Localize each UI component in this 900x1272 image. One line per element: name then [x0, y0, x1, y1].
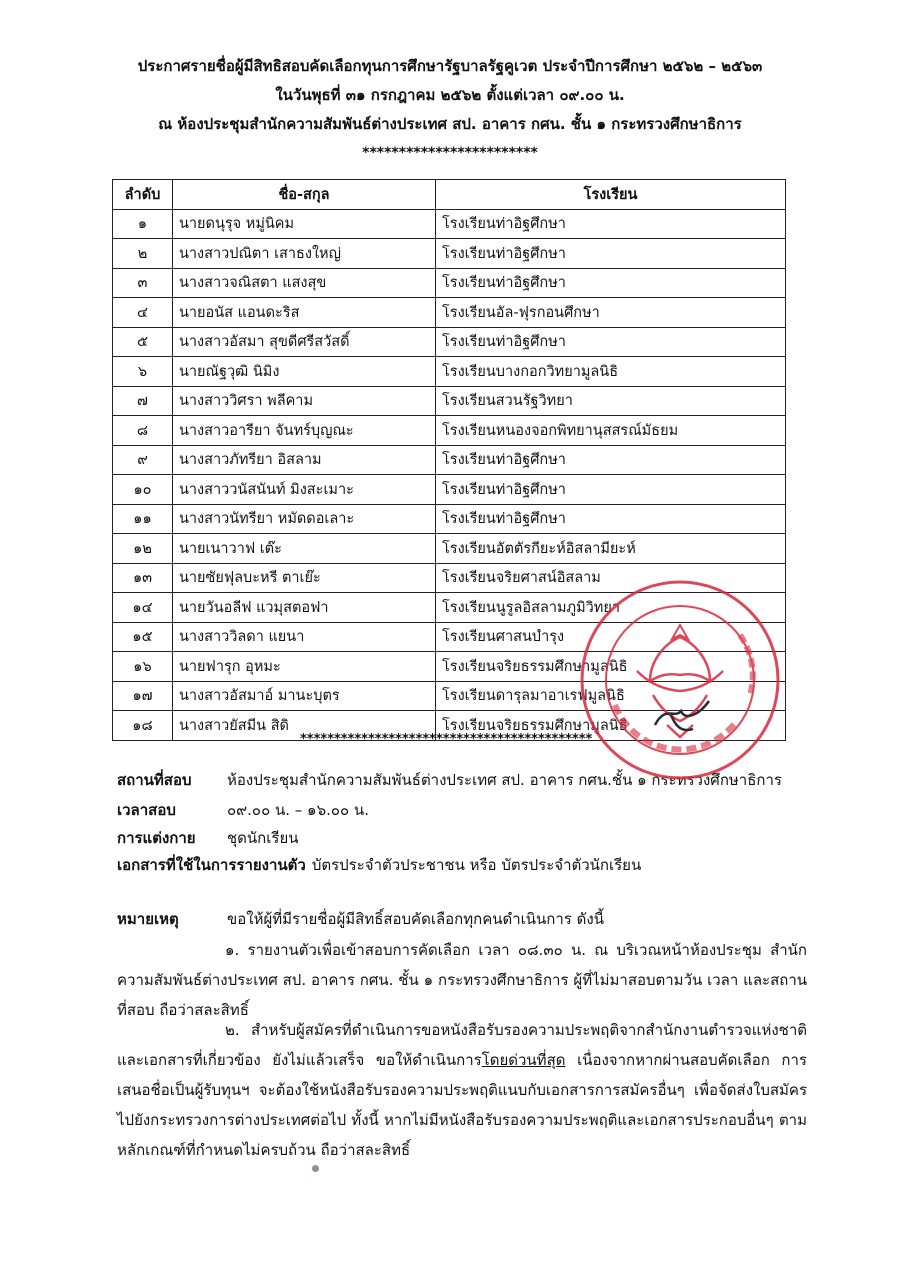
exam-place-value: ห้องประชุมสำนักความสัมพันธ์ต่างประเทศ สป. อาคาร กศน.ชั้น ๑ กระทรวงศึกษาธิการ [227, 771, 782, 789]
row-order: ๑๔ [113, 593, 173, 623]
row-order: ๒ [113, 239, 173, 269]
row-school: โรงเรียนอัล-ฟุรกอนศึกษา [436, 298, 786, 328]
row-order: ๑๘ [113, 711, 173, 741]
table-row [113, 534, 786, 564]
scan-speck [312, 1165, 319, 1172]
dress-label: การแต่งกาย [117, 829, 196, 847]
table-row [113, 268, 786, 298]
document-header [0, 52, 900, 139]
table-row [113, 445, 786, 475]
documents-value: บัตรประจำตัวประชาชน หรือ บัตรประจำตัวนักเรียน [311, 856, 642, 874]
separator-stars-top: ************************ [362, 145, 538, 161]
row-school: โรงเรียนศาสนบำรุง [436, 622, 786, 652]
row-order: ๑ [113, 209, 173, 239]
remark-intro-text: ขอให้ผู้ที่มีรายชื่อผู้มีสิทธิ์สอบคัดเลือกทุกคนดำเนินการ ดังนี้ [227, 910, 604, 928]
exam-place-label: สถานที่สอบ [117, 771, 192, 789]
row-school: โรงเรียนท่าอิฐศึกษา [436, 445, 786, 475]
row-school: โรงเรียนท่าอิฐศึกษา [436, 327, 786, 357]
header-school: โรงเรียน [436, 180, 786, 210]
row-order: ๓ [113, 268, 173, 298]
row-school: โรงเรียนบางกอกวิทยามูลนิธิ [436, 357, 786, 387]
row-order: ๘ [113, 416, 173, 446]
row-school: โรงเรียนนูรูลอิสลามภูมิวิทยา [436, 593, 786, 623]
remark-intro [117, 905, 807, 934]
row-school: โรงเรียนท่าอิฐศึกษา [436, 268, 786, 298]
row-name: นายฟารุก อุหมะ [173, 652, 436, 682]
separator-stars-bottom: ******************************************* [300, 732, 593, 747]
remark-item-2-text-b: เนื่องจากหากผ่านสอบคัดเลือก การเสนอชื่อเป็นผู้รับทุนฯ จะต้องใช้หนังสือรับรองความประพฤติแนบกับเอกสารการสมัครอื่นๆ เพื่อจัดส่งใบสมัครไปยังกระทรวงการต่างประเทศต่อไป ทั้งนี้ หากไม่มีหนังสือรับรองความประพฤติและเอกสารประกอบอื่นๆ ตามหลักเกณฑ์ที่กำหนดไม่ครบถ้วน ถือว่าสละสิทธิ์ [117, 1051, 807, 1159]
exam-time-value: ๐๙.๐๐ น. – ๑๖.๐๐ น. [227, 801, 369, 819]
official-seal-stamp [575, 575, 785, 785]
row-school: โรงเรียนจริยธรรมศึกษามูลนิธิ [436, 711, 786, 741]
row-name: นางสาวยัสมีน สิดิ [173, 711, 436, 741]
table-row [113, 357, 786, 387]
row-order: ๖ [113, 357, 173, 387]
dress-value: ชุดนักเรียน [227, 829, 299, 847]
remark-label: หมายเหตุ [117, 910, 179, 928]
remark-item-2 [117, 1015, 807, 1165]
row-name: นายเนาวาฟ เต๊ะ [173, 534, 436, 564]
row-school: โรงเรียนสวนรัฐวิทยา [436, 386, 786, 416]
table-row [113, 475, 786, 505]
row-school: โรงเรียนท่าอิฐศึกษา [436, 209, 786, 239]
row-school: โรงเรียนอัตตัรกียะห์อิสลามียะห์ [436, 534, 786, 564]
remark-item-1 [117, 935, 807, 1025]
row-name: นางสาววิลดา แยนา [173, 622, 436, 652]
table-row [113, 327, 786, 357]
seal-inner-ring [606, 606, 754, 754]
row-name: นายดนุรุจ หมู่นิคม [173, 209, 436, 239]
row-order: ๑๗ [113, 681, 173, 711]
row-order: ๑๒ [113, 534, 173, 564]
row-order: ๗ [113, 386, 173, 416]
row-order: ๑๐ [113, 475, 173, 505]
remark-item-1-text: ๑. รายงานตัวเพื่อเข้าสอบการคัดเลือก เวลา ๐๘.๓๐ น. ณ บริเวณหน้าห้องประชุม สำนักความสัมพันธ์ต่างประเทศ สป. อาคาร กศน. ชั้น ๑ กระทรวงศึกษาธิการ ผู้ที่ไม่มาสอบตามวัน เวลา และสถานที่สอบ ถือว่าสละสิทธิ์ [117, 941, 807, 1019]
row-name: นางสาววนัสนันท์ มิงสะเมาะ [173, 475, 436, 505]
row-school: โรงเรียนจริยศาสน์อิสลาม [436, 563, 786, 593]
row-name: นางสาววิศรา พลีคาม [173, 386, 436, 416]
row-name: นายซัยฟุลบะหรี ตาเย๊ะ [173, 563, 436, 593]
table-header-row [113, 180, 786, 210]
header-title: ประกาศรายชื่อผู้มีสิทธิสอบคัดเลือกทุนการศึกษารัฐบาลรัฐคูเวต ประจำปีการศึกษา ๒๕๖๒ – ๒๕๖๓ [137, 57, 763, 75]
documents-row [117, 853, 641, 877]
row-school: โรงเรียนท่าอิฐศึกษา [436, 475, 786, 505]
row-order: ๑๖ [113, 652, 173, 682]
documents-label: เอกสารที่ใช้ในการรายงานตัว [117, 856, 306, 874]
row-order: ๑๕ [113, 622, 173, 652]
row-name: นางสาวอัสมาอ์ มานะบุตร [173, 681, 436, 711]
remark-item-2-emphasis: โดยด่วนที่สุด [481, 1051, 566, 1069]
row-name: นางสาวจณิสตา แสงสุข [173, 268, 436, 298]
header-venue: ณ ห้องประชุมสำนักความสัมพันธ์ต่างประเทศ สป. อาคาร กศน. ชั้น ๑ กระทรวงศึกษาธิการ [158, 115, 742, 133]
table-row [113, 239, 786, 269]
row-school: โรงเรียนจริยธรรมศึกษามูลนิธิ [436, 652, 786, 682]
row-order: ๙ [113, 445, 173, 475]
table-row [113, 209, 786, 239]
remark-item-2-text-a: ๒. สำหรับผู้สมัครที่ดำเนินการขอหนังสือรับรองความประพฤติจากสำนักงานตำรวจแห่งชาติ และเอกสารที่เกี่ยวข้อง ยังไม่แล้วเสร็จ ขอให้ดำเนินการ [117, 1021, 807, 1069]
row-order: ๑๓ [113, 563, 173, 593]
table-row [113, 298, 786, 328]
exam-time-label: เวลาสอบ [117, 801, 176, 819]
dress-row [117, 826, 298, 850]
row-order: ๕ [113, 327, 173, 357]
row-name: นางสาวปณิตา เสาธงใหญ่ [173, 239, 436, 269]
table-row [113, 386, 786, 416]
row-name: นางสาวอัสมา สุขดีศรีสวัสดิ์ [173, 327, 436, 357]
row-order: ๑๑ [113, 504, 173, 534]
row-name: นางสาวอารียา จันทร์บุญณะ [173, 416, 436, 446]
row-school: โรงเรียนดารุลมาอาเรฟมูลนิธิ [436, 681, 786, 711]
table-row [113, 504, 786, 534]
row-school: โรงเรียนท่าอิฐศึกษา [436, 504, 786, 534]
row-name: นายวันอลีฟ แวมุสตอฟา [173, 593, 436, 623]
header-date: ในวันพุธที่ ๓๑ กรกฎาคม ๒๕๖๒ ตั้งแต่เวลา ๐๙.๐๐ น. [275, 86, 625, 104]
table-row [113, 416, 786, 446]
row-name: นายณัฐวุฒิ นิมิง [173, 357, 436, 387]
header-order: ลำดับ [113, 180, 173, 210]
exam-time-row [117, 798, 369, 822]
garuda-emblem [650, 637, 710, 681]
header-name: ชื่อ-สกุล [173, 180, 436, 210]
row-order: ๔ [113, 298, 173, 328]
row-name: นางสาวภัทรียา อิสลาม [173, 445, 436, 475]
row-name: นายอนัส แอนดะริส [173, 298, 436, 328]
row-school: โรงเรียนหนองจอกพิทยานุสสรณ์มัธยม [436, 416, 786, 446]
row-school: โรงเรียนท่าอิฐศึกษา [436, 239, 786, 269]
row-name: นางสาวนัทรียา หมัดดอเลาะ [173, 504, 436, 534]
